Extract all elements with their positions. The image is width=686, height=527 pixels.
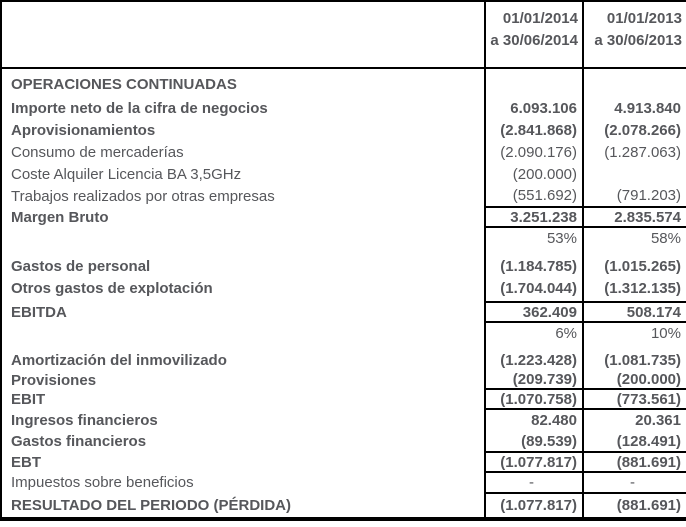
- row-label: Amortización del inmovilizado: [11, 351, 227, 369]
- row-label: EBIT: [11, 390, 46, 408]
- row-label: Consumo de mercaderías: [11, 143, 184, 161]
- value-2013: 20.361: [583, 409, 686, 431]
- table-row: [1, 322, 686, 344]
- table-row: [1, 255, 686, 277]
- value-2014: -: [485, 472, 583, 493]
- value-2013: (791.203): [583, 185, 686, 207]
- value-2014: 6%: [485, 322, 583, 344]
- row-label: EBT: [11, 453, 41, 471]
- table-row: [1, 141, 686, 163]
- value-2013: (1.081.735): [583, 349, 686, 371]
- value-2014: (200.000): [485, 163, 583, 185]
- value-2014: 362.409: [485, 302, 583, 322]
- table-row: [1, 119, 686, 141]
- value-2014: (2.090.176): [485, 141, 583, 163]
- value-2013: 2.835.574: [583, 207, 686, 227]
- row-label: Aprovisionamientos: [11, 121, 156, 139]
- value-2014: (551.692): [485, 185, 583, 207]
- row-label: Coste Alquiler Licencia BA 3,5GHz: [11, 165, 242, 183]
- value-2013: (881.691): [583, 452, 686, 472]
- value-2013: [583, 68, 686, 97]
- value-2013: (128.491): [583, 431, 686, 452]
- period-2014-end-date: a 30/06/2014: [490, 32, 578, 49]
- column-header-period-2014: [485, 1, 583, 68]
- period-2013-end-date: a 30/06/2013: [594, 32, 682, 49]
- row-label: RESULTADO DEL PERIODO (PÉRDIDA): [11, 496, 292, 514]
- value-2013: (2.078.266): [583, 119, 686, 141]
- row-label: Importe neto de la cifra de negocios: [11, 99, 268, 117]
- value-2014: (209.739): [485, 371, 583, 389]
- value-2013: 10%: [583, 322, 686, 344]
- period-2013-start-date: 01/01/2013: [606, 10, 682, 27]
- value-2013: -: [583, 472, 686, 493]
- period-2014-start-date: 01/01/2014: [502, 10, 578, 27]
- value-2014: 82.480: [485, 409, 583, 431]
- table-row: [1, 472, 686, 493]
- table-row: [1, 493, 686, 519]
- table-row: [1, 97, 686, 119]
- table-row: [1, 163, 686, 185]
- table-row: [1, 371, 686, 389]
- value-2014: 53%: [485, 227, 583, 249]
- row-label: Margen Bruto: [11, 208, 109, 226]
- value-2014: (2.841.868): [485, 119, 583, 141]
- value-2014: (89.539): [485, 431, 583, 452]
- row-label: OPERACIONES CONTINUADAS: [11, 76, 237, 93]
- row-label: Ingresos financieros: [11, 411, 158, 429]
- table-row: [1, 277, 686, 299]
- value-2014: (1.070.758): [485, 389, 583, 409]
- value-2014: (1.077.817): [485, 493, 583, 519]
- column-header-period-2013: [583, 1, 686, 68]
- row-label: [1, 322, 485, 344]
- value-2013: (1.287.063): [583, 141, 686, 163]
- row-label: [1, 227, 485, 249]
- value-2013: [583, 163, 686, 185]
- table-header: [1, 1, 686, 68]
- table-row: [1, 409, 686, 431]
- table-row: [1, 452, 686, 472]
- value-2014: 6.093.106: [485, 97, 583, 119]
- row-label: Trabajos realizados por otras empresas: [11, 187, 275, 205]
- row-label: Provisiones: [11, 371, 97, 389]
- row-label: Impuestos sobre beneficios: [11, 474, 194, 491]
- row-label: Otros gastos de explotación: [11, 279, 213, 297]
- table-row: [1, 185, 686, 207]
- value-2013: 508.174: [583, 302, 686, 322]
- row-label: EBITDA: [11, 303, 67, 321]
- table-row: [1, 207, 686, 227]
- header-label-cell: [1, 1, 485, 68]
- table-row: [1, 302, 686, 322]
- row-label: Gastos financieros: [11, 433, 147, 450]
- value-2014: (1.077.817): [485, 452, 583, 472]
- value-2013: (773.561): [583, 389, 686, 409]
- value-2014: (1.223.428): [485, 349, 583, 371]
- value-2013: (1.015.265): [583, 255, 686, 277]
- value-2014: 3.251.238: [485, 207, 583, 227]
- table-row: [1, 68, 686, 97]
- value-2013: (200.000): [583, 371, 686, 389]
- table-row: [1, 389, 686, 409]
- table-row: [1, 227, 686, 249]
- value-2013: 4.913.840: [583, 97, 686, 119]
- value-2013: (881.691): [583, 493, 686, 519]
- value-2013: (1.312.135): [583, 277, 686, 299]
- table-row: [1, 431, 686, 452]
- value-2014: (1.184.785): [485, 255, 583, 277]
- value-2014: (1.704.044): [485, 277, 583, 299]
- row-label: Gastos de personal: [11, 257, 151, 275]
- table-row: [1, 349, 686, 371]
- header-row: [1, 1, 686, 68]
- value-2013: 58%: [583, 227, 686, 249]
- table-body: [1, 68, 686, 519]
- value-2014: [485, 68, 583, 97]
